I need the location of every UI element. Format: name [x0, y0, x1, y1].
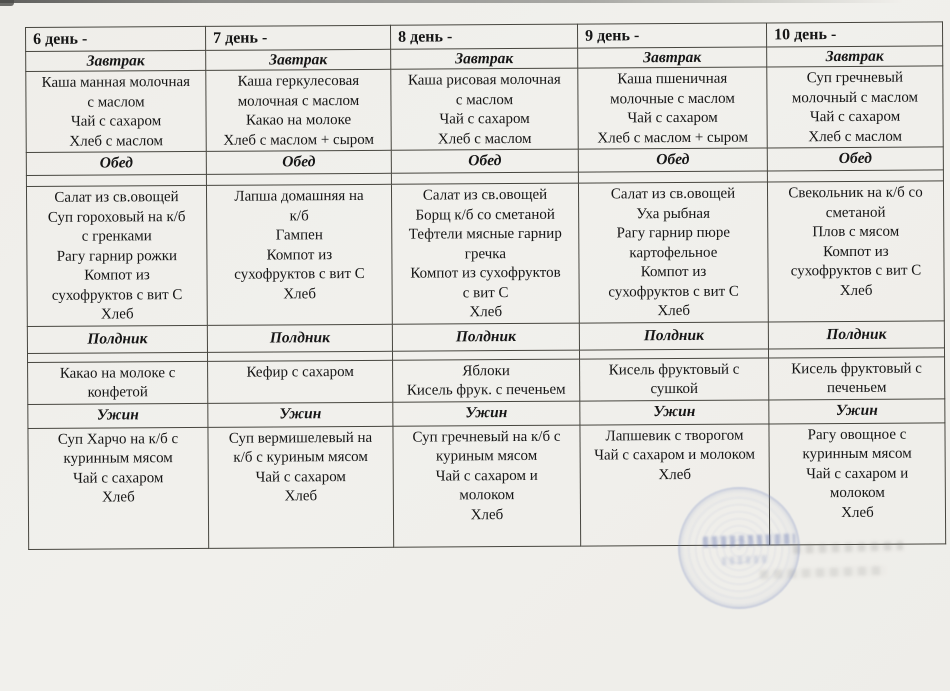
breakfast-menu-day7: Каша геркулесовая молочная с маслом Какао на молоке Хлеб с маслом + сыром [206, 69, 391, 151]
breakfast-menu-day9: Каша пшеничная молочные с маслом Чай с сахаром Хлеб с маслом + сыром [578, 67, 767, 149]
dinner-menu-day8: Суп гречневый на к/б с куриным мясом Чай с сахаром и молоком Хлеб [393, 425, 581, 547]
snack-menu-day7: Кефир с сахаром [208, 360, 393, 403]
round-stamp-icon [678, 487, 800, 609]
dinner-header: Ужин [769, 398, 945, 423]
lunch-header: Обед [206, 150, 391, 174]
lunch-header: Обед [391, 149, 578, 173]
breakfast-header: Завтрак [206, 49, 391, 70]
lunch-header: Обед [767, 147, 943, 171]
day-header-10: 10 день - [766, 22, 942, 47]
breakfast-header: Завтрак [767, 46, 943, 67]
meal-plan-table [25, 21, 946, 549]
day-header-8: 8 день - [390, 24, 577, 49]
snack-header: Полдник [579, 321, 768, 349]
snack-menu-day9: Кисель фруктовый с сушкой [580, 357, 769, 400]
dinner-header: Ужин [28, 403, 208, 428]
lunch-header: Обед [26, 151, 206, 175]
snack-menu-day10: Кисель фруктовый с печеньем [769, 356, 945, 399]
breakfast-header: Завтрак [578, 47, 767, 68]
snack-menu-day8: Яблоки Кисель фрук. с печеньем [393, 359, 580, 402]
dinner-menu-day10: Рагу овощное с куринным мясом Чай с сахаром и молоком Хлеб [769, 422, 946, 544]
breakfast-menu-day10: Суп гречневый молочный с маслом Чай с сахаром Хлеб с маслом [767, 66, 943, 148]
dinner-content-row [28, 422, 946, 549]
dinner-header: Ужин [393, 401, 580, 426]
breakfast-menu-day8: Каша рисовая молочная с маслом Чай с сахаром Хлеб с маслом [391, 68, 578, 150]
day-header-6: 6 день - [26, 26, 206, 51]
lunch-menu-day8: Салат из св.овощей Борщ к/б со сметаной Тефтели мясные гарнир гречка Компот из сухофруктов с вит С Хлеб [391, 183, 579, 324]
snack-menu-day6: Какао на молоке с конфетой [28, 361, 208, 404]
breakfast-header: Завтрак [391, 48, 578, 69]
scan-corner-artifact [0, 0, 14, 6]
dinner-header: Ужин [580, 399, 769, 424]
breakfast-content-row [26, 66, 943, 153]
lunch-menu-day9: Салат из св.овощей Уха рыбная Рагу гарнир пюре картофельное Компот из сухофруктов с вит С Хлеб [578, 182, 768, 323]
lunch-content-row [26, 181, 944, 326]
lunch-menu-day6: Салат из св.овощей Суп гороховый на к/б с гренками Рагу гарнир рожки Компот из сухофруктов с вит С Хлеб [26, 185, 207, 326]
snack-header: Полдник [207, 324, 392, 352]
day-header-7: 7 день - [205, 25, 390, 50]
dinner-menu-day7: Суп вермишелевый на к/б с куриным мясом Чай с сахаром Хлеб [208, 426, 394, 548]
breakfast-header: Завтрак [26, 50, 206, 71]
breakfast-menu-day6: Каша манная молочная с маслом Чай с сахаром Хлеб с маслом [26, 70, 206, 152]
lunch-menu-day7: Лапша домашняя на к/б Гампен Компот из сухофруктов с вит С Хлеб [206, 184, 392, 325]
dinner-menu-day9: Лапшевик с творогом Чай с сахаром и молоком Хлеб [580, 423, 770, 545]
snack-header: Полдник [27, 325, 207, 353]
lunch-menu-day10: Свекольник на к/б со сметаной Плов с мясом Компот из сухофруктов с вит С Хлеб [767, 181, 944, 322]
snack-content-row [28, 356, 945, 404]
dinner-menu-day6: Суп Харчо на к/б с куринным мясом Чай с сахаром Хлеб [28, 427, 209, 549]
scan-edge-artifact [0, 0, 950, 3]
snack-header: Полдник [768, 320, 944, 348]
day-header-9: 9 день - [577, 23, 766, 48]
lunch-header: Обед [578, 148, 767, 172]
dinner-header: Ужин [208, 402, 393, 427]
scanned-sheet [25, 21, 946, 549]
snack-header: Полдник [392, 323, 579, 351]
